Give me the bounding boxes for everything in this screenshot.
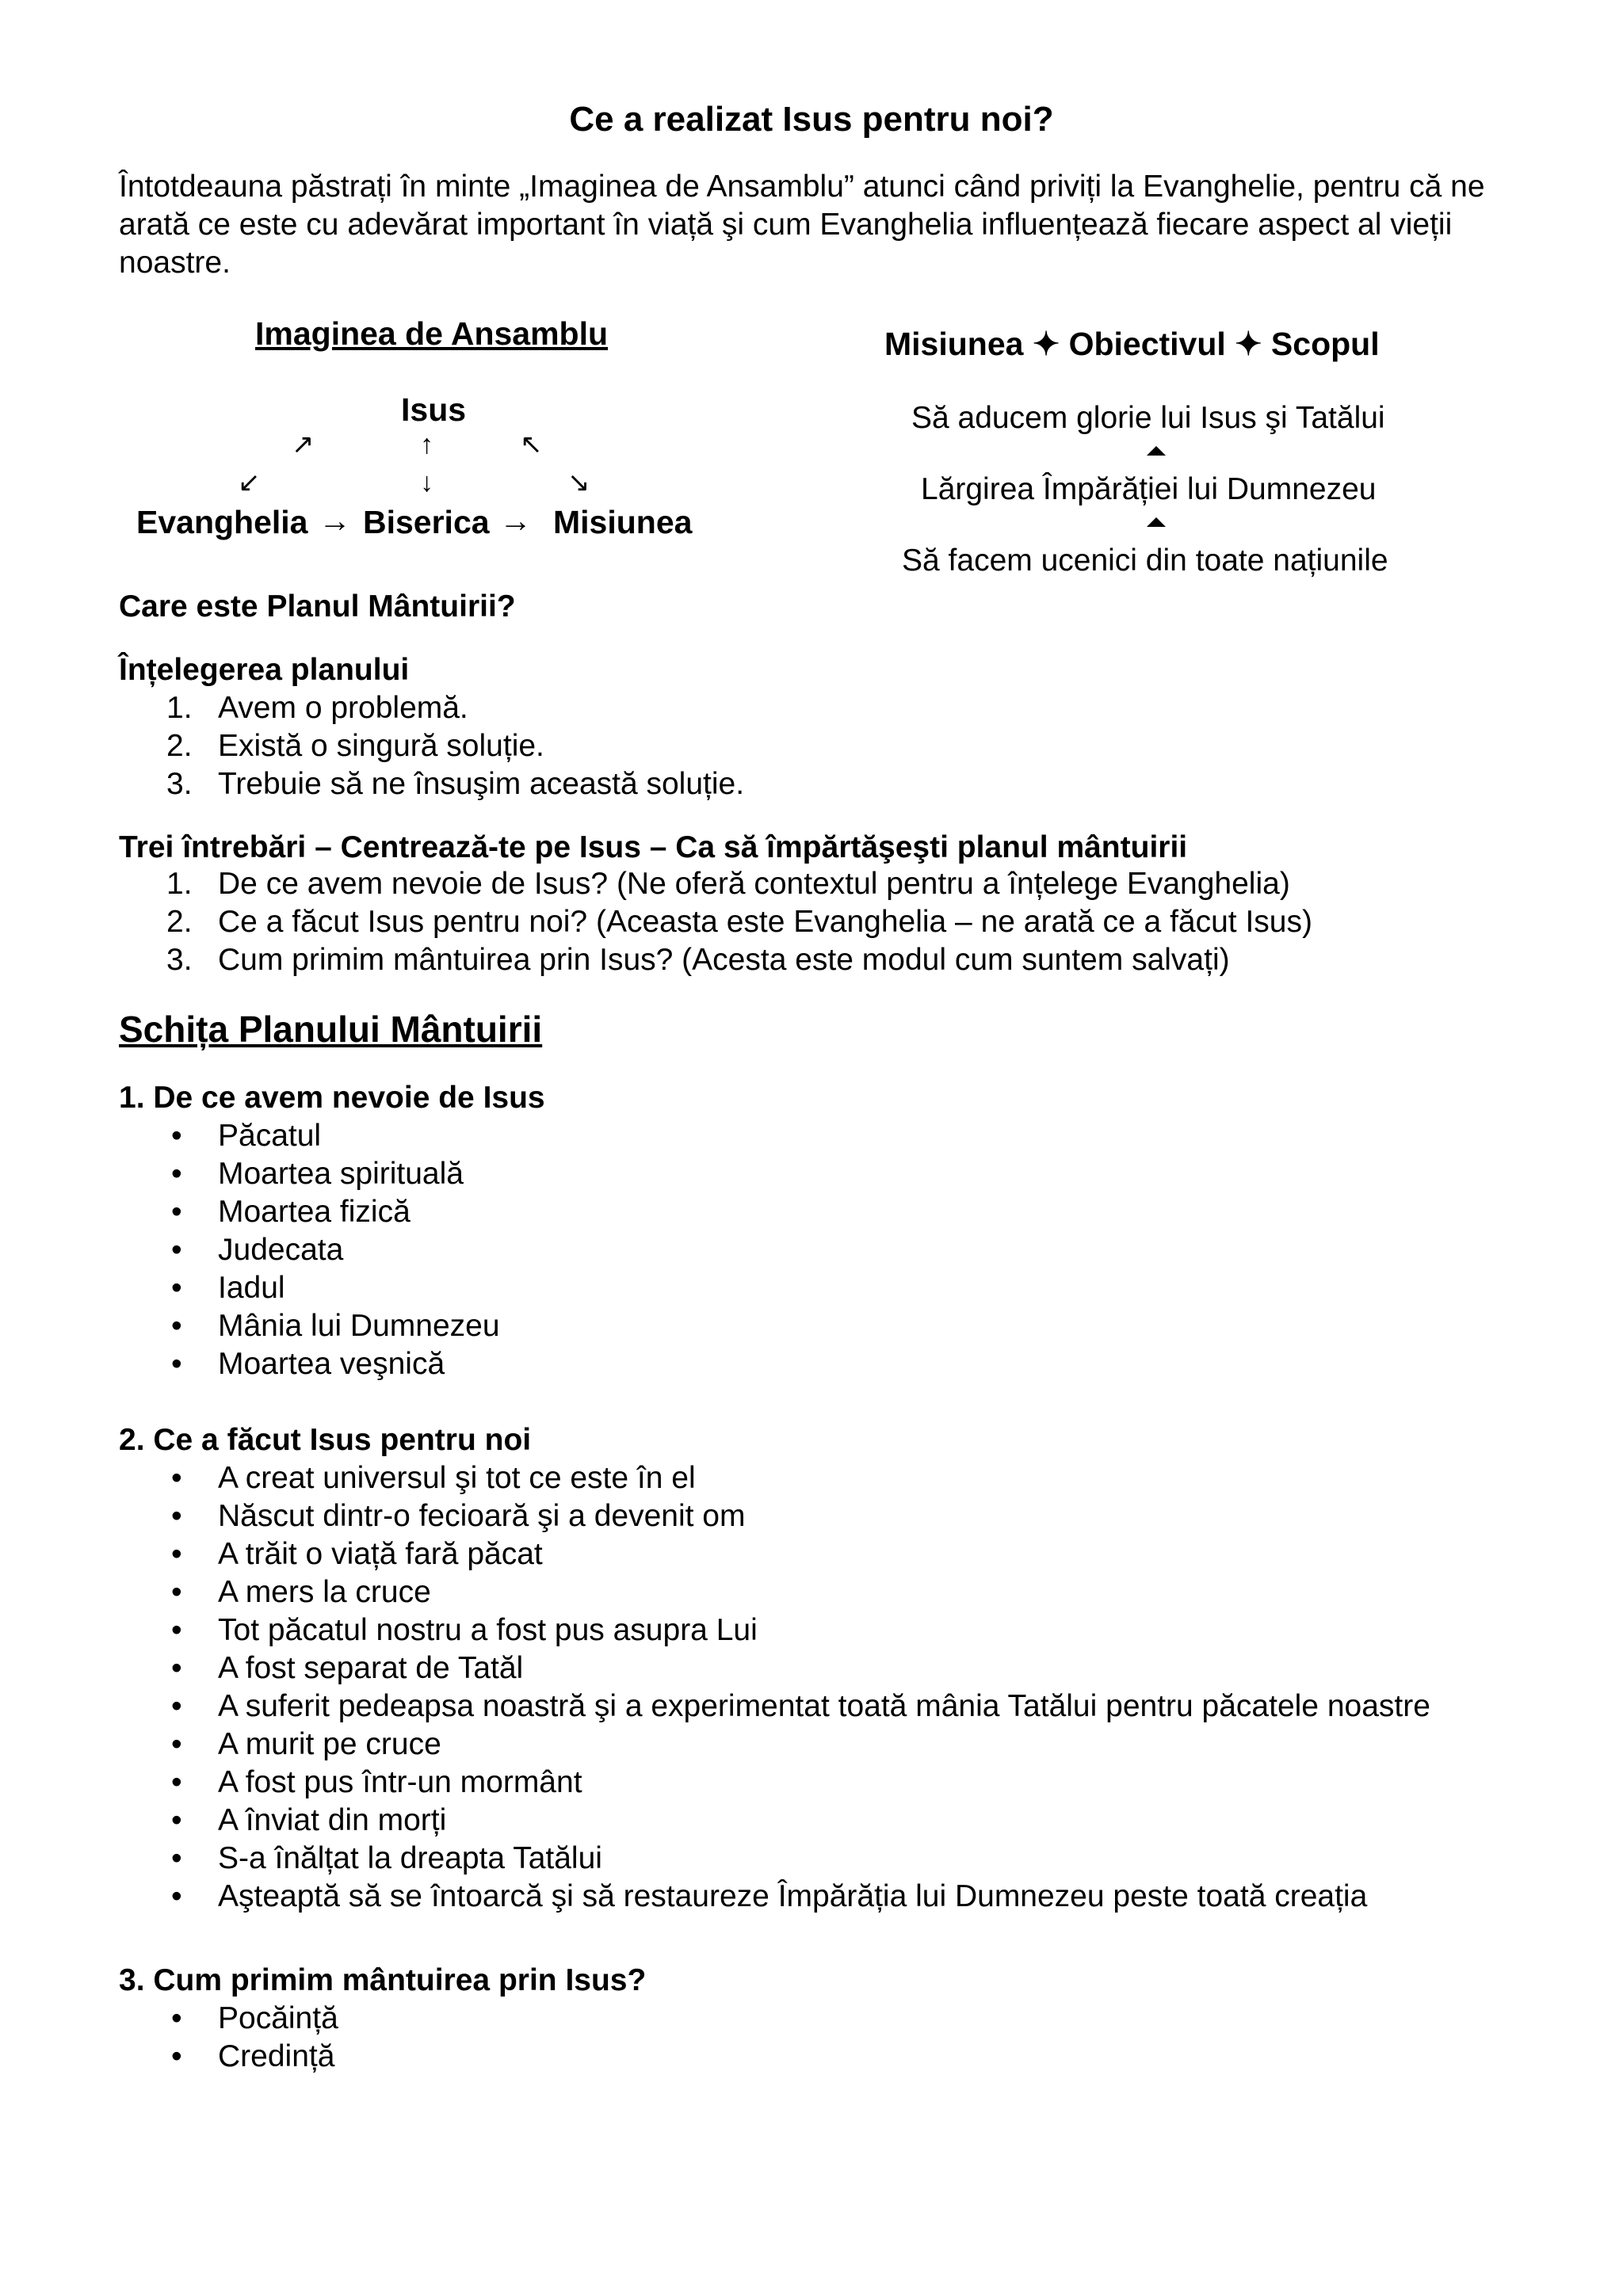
section-3-heading: 3. Cum primim mântuirea prin Isus?	[119, 1963, 647, 1997]
list-item: 3. Trebuie să ne însuşim această soluție.	[166, 767, 745, 801]
arrow-right-icon: →	[499, 502, 532, 539]
arrow-ne-icon: ↗	[292, 429, 315, 460]
list-item: 1. De ce avem nevoie de Isus? (Ne oferă contextul pentru a înțelege Evanghelia)	[166, 867, 1290, 901]
section-1-heading: 1. De ce avem nevoie de Isus	[119, 1081, 545, 1115]
list-item: • Aşteaptă să se întoarcă şi să restaureze Împărăția lui Dumnezeu peste toată creația	[171, 1879, 1368, 1913]
list-item: 3. Cum primim mântuirea prin Isus? (Acesta este modul cum suntem salvați)	[166, 943, 1230, 977]
list-item: • A trăit o viață fară păcat	[171, 1537, 543, 1571]
list-item: • A suferit pedeapsa noastră şi a experimentat toată mânia Tatălui pentru păcatele noastre	[171, 1689, 1430, 1723]
mission-line-1: Să aducem glorie lui Isus şi Tatălui	[911, 401, 1385, 435]
arrow-sw-icon: ↙	[238, 467, 261, 498]
triangle-up-icon	[1147, 446, 1166, 456]
understanding-heading: Înțelegerea planului	[119, 653, 410, 687]
list-item: • Pocăință	[171, 2001, 338, 2035]
outline-heading: Schița Planului Mântuirii	[119, 1009, 543, 1050]
list-item: • Tot păcatul nostru a fost pus asupra Lui	[171, 1613, 758, 1647]
list-item: • A fost separat de Tatăl	[171, 1651, 524, 1685]
list-item: • Păcatul	[171, 1119, 322, 1153]
big-picture-heading: Imaginea de Ansamblu	[255, 315, 609, 352]
list-item: • A murit pe cruce	[171, 1727, 441, 1761]
node-misiunea: Misiunea	[553, 504, 693, 540]
list-item: • Moartea spirituală	[171, 1157, 464, 1191]
list-item: • Iadul	[171, 1271, 285, 1305]
plan-question: Care este Planul Mântuirii?	[119, 589, 516, 624]
node-evanghelia: Evanghelia	[136, 504, 308, 540]
section-2-list	[119, 1459, 1545, 1916]
list-item: • Credință	[171, 2039, 335, 2073]
list-item: • A fost pus într-un mormânt	[171, 1765, 582, 1799]
mission-line-3: Să facem ucenici din toate națiunile	[902, 543, 1388, 578]
list-item: • S-a înălțat la dreapta Tatălui	[171, 1841, 602, 1875]
section-1-list	[119, 1117, 1545, 1383]
list-item: • A mers la cruce	[171, 1575, 431, 1609]
arrow-right-icon: →	[319, 502, 351, 539]
section-2-heading: 2. Ce a făcut Isus pentru noi	[119, 1423, 532, 1457]
understanding-list	[119, 689, 1545, 803]
list-item: • Judecata	[171, 1233, 344, 1267]
arrow-nw-icon: ↖	[520, 429, 543, 460]
list-item: • Mânia lui Dumnezeu	[171, 1309, 500, 1343]
mission-heading: Misiunea ✦ Obiectivul ✦ Scopul	[884, 326, 1380, 362]
node-isus: Isus	[401, 391, 467, 428]
list-item: • Moartea veşnică	[171, 1347, 445, 1381]
list-item: 2. Ce a făcut Isus pentru noi? (Aceasta este Evanghelia – ne arată ce a făcut Isus)	[166, 905, 1312, 939]
three-questions-heading: Trei întrebări – Centrează-te pe Isus – Ca să împărtăşeşti planul mântuirii	[119, 830, 1188, 864]
arrow-up-icon: ↑	[420, 429, 433, 460]
arrow-se-icon: ↘	[567, 467, 590, 498]
mission-line-2: Lărgirea Împărăției lui Dumnezeu	[921, 472, 1377, 506]
list-item: • A creat universul şi tot ce este în el	[171, 1461, 696, 1495]
node-biserica: Biserica	[363, 504, 490, 540]
triangle-up-icon	[1147, 517, 1166, 527]
arrow-down-icon: ↓	[420, 467, 433, 498]
list-item: 1. Avem o problemă.	[166, 691, 468, 725]
list-item: • Moartea fizică	[171, 1195, 411, 1229]
page-title: Ce a realizat Isus pentru noi?	[569, 100, 1054, 139]
three-questions-list	[119, 865, 1545, 979]
list-item: • Născut dintr-o fecioară şi a devenit om	[171, 1499, 746, 1533]
list-item: 2. Există o singură soluție.	[166, 729, 544, 763]
section-3-list	[119, 2000, 1545, 2076]
list-item: • A înviat din morți	[171, 1803, 447, 1837]
intro-paragraph: Întotdeauna păstrați în minte „Imaginea de Ansamblu” atunci când priviți la Evanghelie, pentru că ne arată ce este cu adevărat important în viață şi cum Evanghelia influențează fiecare aspect al vieții noastre.	[119, 170, 1485, 280]
